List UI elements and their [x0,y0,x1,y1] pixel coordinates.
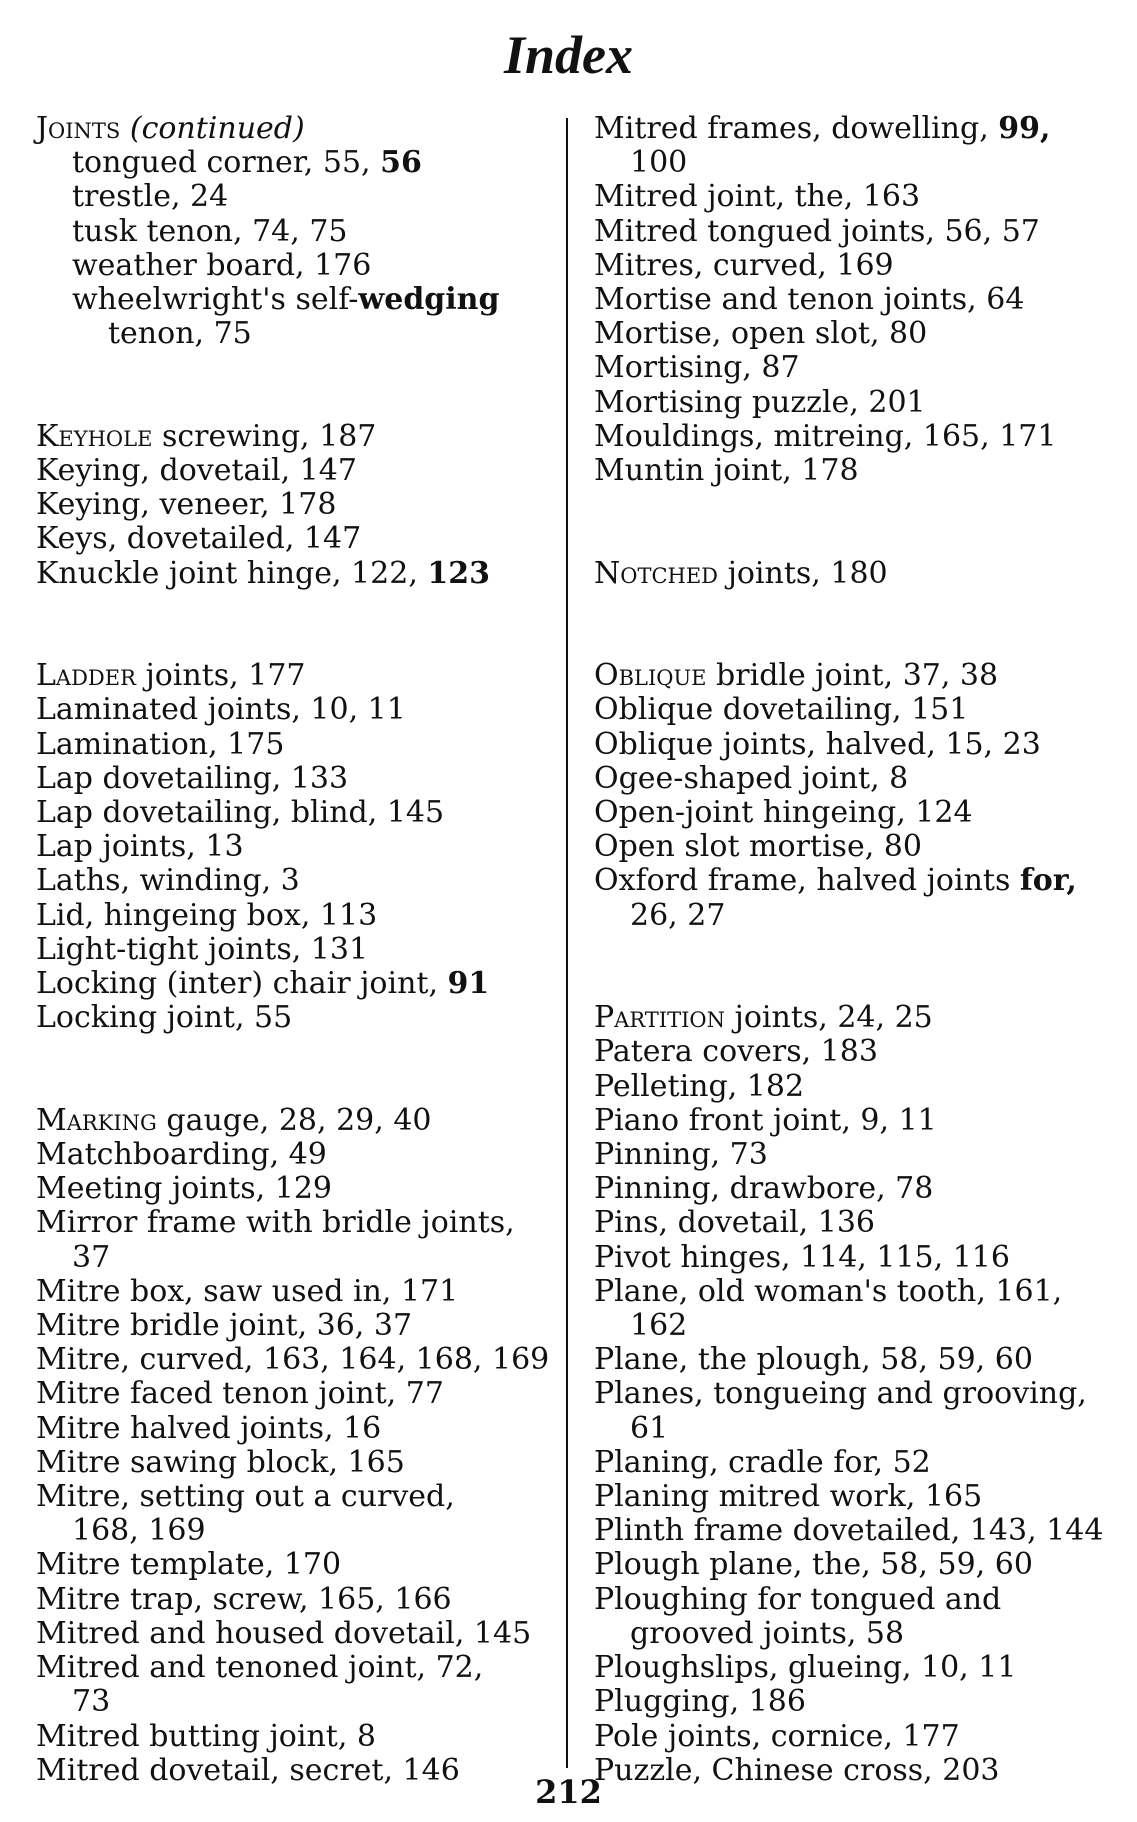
index-entry [594,317,1104,351]
index-entry [36,762,546,796]
entry-text: 73 [72,1684,111,1720]
index-entry [36,1480,546,1514]
entry-text: Pivot hinges, 114, 115, 116 [594,1239,1010,1275]
index-entry [594,1617,1104,1651]
index-heading-word: Partition [594,1000,725,1036]
entry-text: Knuckle joint hinge, 122, [36,555,428,591]
index-entry [36,1001,546,1035]
entry-text: Lap dovetailing, 133 [36,760,349,796]
index-entry [594,1035,1104,1069]
index-subentry [36,215,546,249]
bold-page-reference: 56 [380,145,422,181]
bold-page-reference: 123 [427,555,491,591]
index-entry [594,386,1104,420]
entry-text: Mouldings, mitreing, 165, 171 [594,418,1057,454]
entry-text: tongued corner, 55, [72,145,381,181]
entry-text: Lid, hingeing box, 113 [36,897,378,933]
index-entry [594,1651,1104,1685]
index-entry [594,1104,1104,1138]
entry-text: Open-joint hingeing, 124 [594,795,973,831]
entry-text: tenon, 75 [108,316,252,352]
page-number: 212 [535,1773,602,1811]
index-entry [36,830,546,864]
entry-text: Plane, the plough, 58, 59, 60 [594,1342,1033,1378]
index-entry [36,1720,546,1754]
index-entry [36,1412,546,1446]
index-entry [594,1275,1104,1309]
entry-text: grooved joints, 58 [630,1615,905,1651]
entry-text: Laminated joints, 10, 11 [36,692,406,728]
entry-text: Plinth frame dovetailed, 143, 144 [594,1513,1104,1549]
entry-text: weather board, 176 [72,247,372,283]
entry-text: Lamination, 175 [36,726,285,762]
index-entry [594,112,1104,146]
index-entry [594,1241,1104,1275]
index-entry [36,112,546,146]
index-column-left [36,111,550,1788]
index-entry [36,728,546,762]
entry-text: 168, 169 [72,1513,206,1549]
index-entry [594,283,1104,317]
index-entry [36,1172,546,1206]
entry-text: Planing mitred work, 165 [594,1479,983,1515]
entry-text: trestle, 24 [72,179,229,215]
entry-text: Ploughing for tongued and [594,1581,1002,1617]
entry-text: Mitre box, saw used in, 171 [36,1273,459,1309]
entry-text: Pinning, drawbore, 78 [594,1171,934,1207]
bold-page-reference: 99, [998,111,1051,146]
index-entry [594,864,1104,898]
index-heading-word: Keyhole [36,418,153,454]
index-heading-word: Marking [36,1102,157,1138]
entry-text: 61 [630,1410,669,1446]
entry-text: Mitred butting joint, 8 [36,1718,376,1754]
index-entry [594,351,1104,385]
index-entry [36,899,546,933]
index-entry [36,1377,546,1411]
entry-text: Laths, winding, 3 [36,863,300,899]
entry-text: Lap dovetailing, blind, 145 [36,795,445,831]
index-entry [594,146,1104,180]
entry-text: Mitred and housed dovetail, 145 [36,1615,532,1651]
entry-text: Mitre bridle joint, 36, 37 [36,1308,413,1344]
entry-text: Piano front joint, 9, 11 [594,1102,937,1138]
index-entry [594,830,1104,864]
entry-text: Keys, dovetailed, 147 [36,521,362,557]
index-entry [36,1583,546,1617]
entry-text: Mortise and tenon joints, 64 [594,282,1025,318]
entry-text: Oxford frame, halved joints [594,863,1020,899]
index-entry [594,1377,1104,1411]
entry-text: Muntin joint, 178 [594,453,859,489]
entry-text: Mitred joint, the, 163 [594,179,921,215]
index-entry [36,1309,546,1343]
entry-text: Locking joint, 55 [36,1000,293,1036]
entry-text: Mitre template, 170 [36,1547,342,1583]
entry-text: Mitre faced tenon joint, 77 [36,1376,444,1412]
index-entry [594,1138,1104,1172]
index-entry [36,933,546,967]
index-entry [594,1206,1104,1240]
entry-text: Mortising puzzle, 201 [594,384,926,420]
index-entry [594,1720,1104,1754]
index-entry [36,1446,546,1480]
index-heading-word: Ladder [36,658,136,694]
index-entry [36,796,546,830]
index-heading-word: Joints [36,111,121,146]
index-entry [36,557,546,591]
entry-text: Patera covers, 183 [594,1034,878,1070]
entry-text: joints, 180 [718,555,888,591]
index-entry [36,1275,546,1309]
entry-text: Pelleting, 182 [594,1068,805,1104]
entry-text: Matchboarding, 49 [36,1137,327,1173]
entry-text: Oblique joints, halved, 15, 23 [594,726,1041,762]
index-entry [594,1480,1104,1514]
entry-text: Plugging, 186 [594,1684,806,1720]
index-subentry [36,317,546,351]
index-entry [594,180,1104,214]
entry-text: Locking (inter) chair joint, [36,966,448,1002]
index-entry [594,796,1104,830]
entry-text: Mitre, curved, 163, 164, 168, 169 [36,1342,550,1378]
entry-text: Mortise, open slot, 80 [594,316,928,352]
index-entry [36,1617,546,1651]
index-entry [36,1685,546,1719]
index-subentry [36,180,546,214]
index-entry [594,1514,1104,1548]
entry-text: Planes, tongueing and grooving, [594,1376,1087,1412]
bold-page-reference: for, [1019,863,1077,899]
entry-text: Mitred dovetail, secret, 146 [36,1752,460,1788]
entry-text: Mitre halved joints, 16 [36,1410,382,1446]
entry-text: Light-tight joints, 131 [36,931,369,967]
index-entry [594,1070,1104,1104]
index-entry [594,420,1104,454]
entry-text: joints, 177 [135,658,306,694]
entry-text: gauge, 28, 29, 40 [156,1102,432,1138]
index-entry [36,420,546,454]
index-entry [594,762,1104,796]
column-divider [566,118,568,1768]
index-entry [594,1412,1104,1446]
index-entry [594,1685,1104,1719]
entry-text: Ploughslips, glueing, 10, 11 [594,1650,1017,1686]
index-entry [594,659,1104,693]
index-entry [594,249,1104,283]
index-entry [594,1309,1104,1343]
index-entry [36,1241,546,1275]
entry-text: Mitred frames, dowelling, [594,111,999,146]
index-entry [36,693,546,727]
index-entry [594,1001,1104,1035]
entry-text: tusk tenon, 74, 75 [72,213,348,249]
index-subentry [36,146,546,180]
entry-text: Keying, veneer, 178 [36,487,337,523]
entry-text: bridle joint, 37, 38 [706,658,999,694]
index-heading-word: Oblique [594,658,707,694]
entry-text: Meeting joints, 129 [36,1171,333,1207]
entry-text: Mitre, setting out a curved, [36,1479,455,1515]
index-entry [594,454,1104,488]
index-entry [594,1583,1104,1617]
index-entry [594,728,1104,762]
index-entry [594,693,1104,727]
index-heading-word: Notched [594,555,719,591]
entry-text: 100 [630,145,688,181]
entry-text: 162 [630,1308,688,1344]
index-entry [36,864,546,898]
index-entry [594,1172,1104,1206]
entry-text: Mitred tongued joints, 56, 57 [594,213,1040,249]
entry-text: Mortising, 87 [594,350,800,386]
index-entry [594,215,1104,249]
entry-text: Pole joints, cornice, 177 [594,1718,960,1754]
index-entry [36,1206,546,1240]
index-entry [36,659,546,693]
entry-text: Mitred and tenoned joint, 72, [36,1650,484,1686]
entry-text: joints, 24, 25 [725,1000,933,1036]
entry-text: Pins, dovetail, 136 [594,1205,876,1241]
index-subentry [36,283,546,317]
index-entry [36,522,546,556]
entry-text: Pinning, 73 [594,1137,768,1173]
index-entry [594,1548,1104,1582]
entry-text: Open slot mortise, 80 [594,829,922,865]
index-entry [36,1104,546,1138]
index-entry [36,488,546,522]
entry-text: 37 [72,1239,111,1275]
index-entry [594,1343,1104,1377]
entry-text: Planing, cradle for, 52 [594,1444,931,1480]
entry-text: Plane, old woman's tooth, 161, [594,1273,1063,1309]
entry-text: Mitres, curved, 169 [594,247,894,283]
entry-text: Ogee-shaped joint, 8 [594,760,909,796]
entry-text: 26, 27 [630,897,726,933]
index-entry [36,1548,546,1582]
index-entry [36,1138,546,1172]
entry-text: Mirror frame with bridle joints, [36,1205,515,1241]
bold-page-reference: wedging [358,282,500,318]
entry-text: Puzzle, Chinese cross, 203 [594,1752,1000,1788]
index-column-right [594,112,1104,1788]
entry-text: Oblique dovetailing, 151 [594,692,969,728]
entry-text: Mitre sawing block, 165 [36,1444,405,1480]
index-entry [594,1446,1104,1480]
bold-page-reference: 91 [447,966,490,1002]
entry-text: wheelwright's self- [72,282,359,318]
index-entry [36,1651,546,1685]
page-title: Index [503,25,633,85]
entry-text: Lap joints, 13 [36,829,244,865]
entry-text: screwing, 187 [152,418,377,454]
continued-label: (continued) [129,111,305,146]
index-entry [36,1514,546,1548]
entry-text: Plough plane, the, 58, 59, 60 [594,1547,1033,1583]
index-entry [36,454,546,488]
index-entry [594,899,1104,933]
index-subentry [36,249,546,283]
entry-text: Mitre trap, screw, 165, 166 [36,1581,452,1617]
entry-text: Keying, dovetail, 147 [36,453,357,489]
index-entry [36,967,546,1001]
index-entry [36,1342,550,1378]
index-entry [594,557,1104,591]
